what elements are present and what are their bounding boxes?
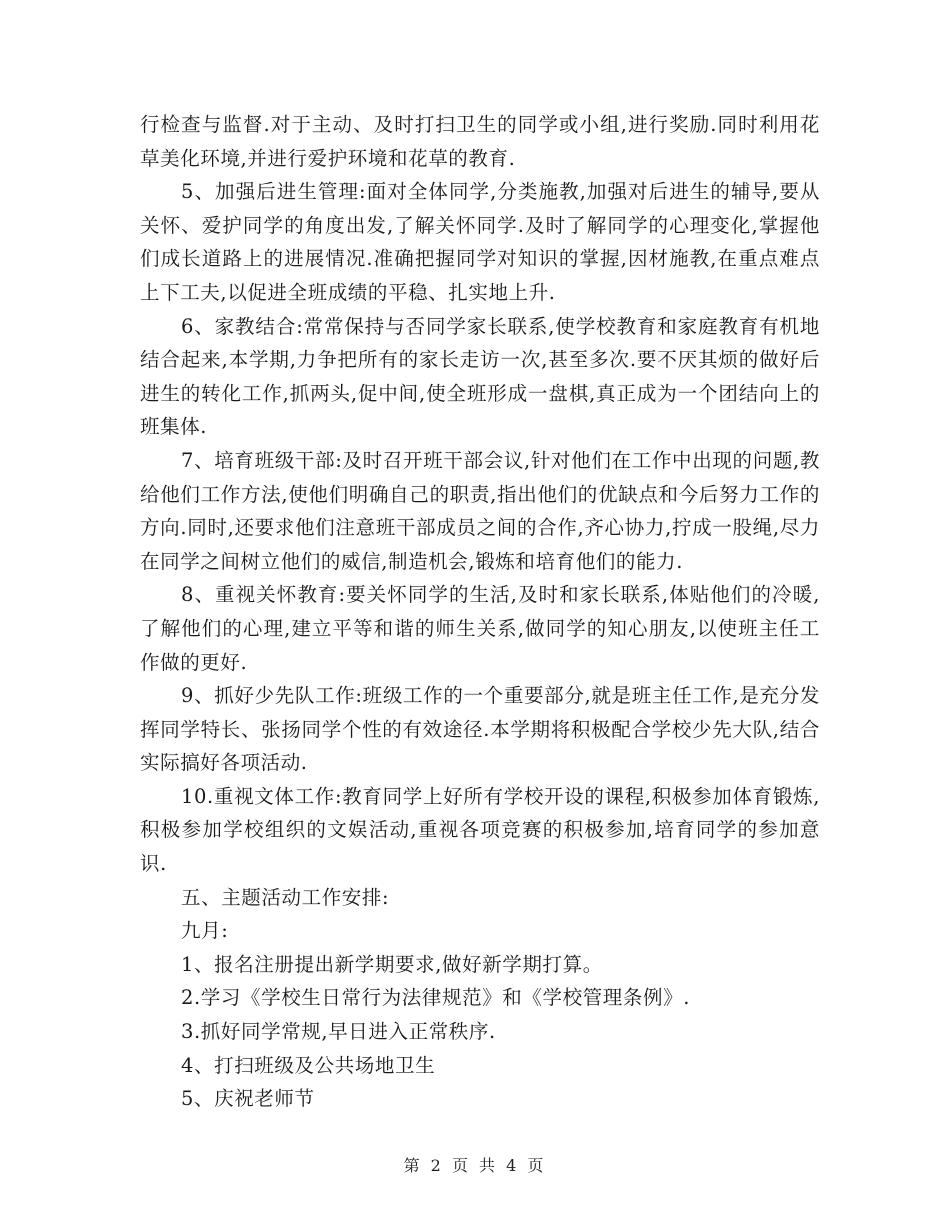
paragraph-item-7: 7、培育班级干部:及时召开班干部会议,针对他们在工作中出现的问题,教给他们工作方法,使他们明确自己的职责,指出他们的优缺点和今后努力工作的方向.同时,还要求他们注意班干部成员之间的合作,齐心协力,拧成一股绳,尽力在同学之间树立他们的威信,制造机会,锻炼和培育他们的能力.: [140, 448, 820, 573]
list-item: 4、打扫班级及公共场地卫生: [181, 1053, 436, 1077]
paragraph-item-10: 10.重视文体工作:教育同学上好所有学校开设的课程,积极参加体育锻炼,积极参加学校组织的文娱活动,重视各项竞赛的积极参加,培育同学的参加意识.: [140, 784, 820, 876]
paragraph-item-9: 9、抓好少先队工作:班级工作的一个重要部分,就是班主任工作,是充分发挥同学特长、张扬同学个性的有效途径.本学期将积极配合学校少先大队,结合实际搞好各项活动.: [140, 684, 820, 775]
page-footer: 第 2 页 共 4 页: [403, 1156, 547, 1175]
paragraph-item-8: 8、重视关怀教育:要关怀同学的生活,及时和家长联系,体贴他们的冷暖,了解他们的心理,建立平等和谐的师生关系,做同学的知心朋友,以使班主任工作做的更好.: [140, 583, 820, 674]
document-body: [140, 108, 820, 1116]
paragraph-continuation: 行检查与监督.对于主动、及时打扫卫生的同学或小组,进行奖励.同时利用花草美化环境,并进行爱护环境和花草的教育.: [140, 113, 820, 170]
paragraph-item-6: 6、家教结合:常常保持与否同学家长联系,使学校教育和家庭教育有机地结合起来,本学期,力争把所有的家长走访一次,甚至多次.要不厌其烦的做好后进生的转化工作,抓两头,促中间,使全班形成一盘棋,真正成为一个团结向上的班集体.: [140, 314, 820, 439]
list-item: 1、报名注册提出新学期要求,做好新学期打算。: [181, 952, 603, 976]
list-item: 2.学习《学校生日常行为法律规范》和《学校管理条例》.: [181, 986, 691, 1010]
list-item: 3.抓好同学常规,早日进入正常秩序.: [181, 1020, 496, 1044]
list-item: 5、庆祝老师节: [181, 1087, 315, 1111]
month-label: 九月:: [181, 919, 229, 943]
paragraph-item-5: 5、加强后进生管理:面对全体同学,分类施教,加强对后进生的辅导,要从关怀、爱护同学的角度出发,了解关怀同学.及时了解同学的心理变化,掌握他们成长道路上的进展情况.准确把握同学对知识的掌握,因材施教,在重点难点上下工夫,以促进全班成绩的平稳、扎实地上升.: [140, 180, 820, 304]
section-heading: 五、主题活动工作安排:: [181, 885, 390, 909]
